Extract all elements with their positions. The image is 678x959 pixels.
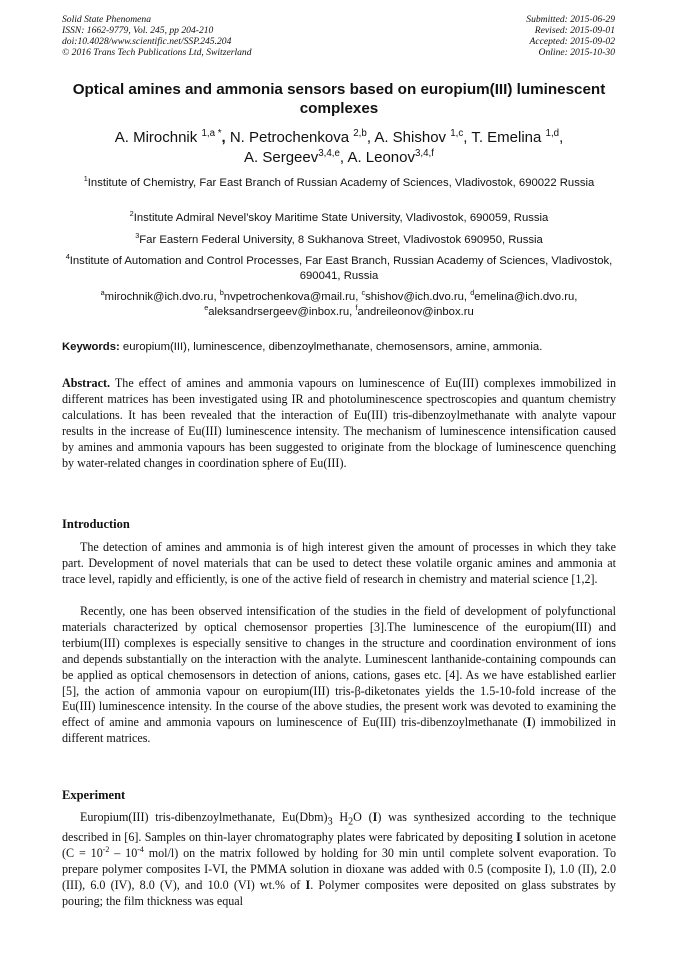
abstract: [62, 376, 616, 471]
paper-title: Optical amines and ammonia sensors based on europium(III) luminescent complexes: [72, 81, 606, 117]
author: A. Shishov $^{1,c}$,: [374, 128, 472, 146]
date-online: Online: 2015-10-30: [538, 47, 615, 58]
affiliation: $^3$Far Eastern Federal University, 8 Sukhanova Street, Vladivostok 690950, Russia: [135, 231, 543, 246]
date-accepted: Accepted: 2015-09-02: [529, 36, 615, 47]
author: N. Petrochenkova $^{2,b}$,: [229, 128, 375, 146]
journal-name: Solid State Phenomena: [62, 14, 151, 25]
abstract-text: The effect of amines and ammonia vapours on luminescence of Eu(III) complexes immobilized in different matrices has been investigated using IR and photoluminescence spectroscopies and quantum chemistry calculations. It has been revealed that the interaction of Eu(III) tris-dibenzoylmethanate with analyte vapour results in the increase of Eu(III) luminescence intensity. The mechanism of luminescence intensification caused by amines and ammonia vapours has been suggested to originate from the blockage of luminescence quenching by water-related changes in coordination sphere of Eu(III).: [62, 376, 616, 470]
email-link[interactable]: emelina@ich.dvo.ru,: [474, 291, 578, 303]
author: A. Leonov$^{3,4,f}$: [347, 148, 434, 166]
keywords-text: europium(III), luminescence, dibenzoylmethanate, chemosensors, amine, ammonia.: [122, 341, 543, 353]
affiliation: $^4$Institute of Automation and Control Processes, Far East Branch, Russian Academy of Sciences, Vladivostok, 690041, Russia: [65, 252, 613, 282]
author: A. Sergeev$^{3,4,e}$,: [244, 148, 348, 166]
author: A. Mirochnik $^{1,a *}$,: [114, 128, 226, 146]
journal-copyright: © 2016 Trans Tech Publications Ltd, Switzerland: [62, 47, 252, 58]
publication-dates: [526, 14, 615, 58]
journal-doi: doi:10.4028/www.scientific.net/SSP.245.204: [62, 36, 232, 47]
paragraph: Recently, one has been observed intensification of the studies in the field of development of polyfunctional materials characterized by optical chemosensor properties [3].The luminescence of the europium(III) and terbium(III) complexes is especially sensitive to changes in the structure and coordination environment of ions and depends substantially on the interaction with the analyte. Luminescent lanthanide-containing compounds can be applied as optical chemosensors in detection of anions, cations, gases etc. [4]. As we have established earlier [5], the action of ammonia vapour on europium(III) tris-β-diketonates yields the 1.5-10-fold increase of the Eu(III) luminescence intensity. In the course of the above studies, the present work was devoted to examining the effect of amine and ammonia vapours on luminescence of Eu(III) tris-dibenzoylmethanate (I) immobilized in different matrices.: [62, 604, 616, 746]
paragraph: Europium(III) tris-dibenzoylmethanate, $Eu(Dbm)_3$ $H_2O$ (I) was synthesized according to the technique described in [6]. Samples on thin-layer chromatography plates were fabricated by depositing I solution in acetone ($C = 10^{-2} - 10^{-4}$ mol/l) on the matrix followed by holding for 30 min until complete solvent evaporation. To prepare polymer composites I-VI, the PMMA solution in dioxane was added with 0.5 (composite I), 1.0 (II), 2.0 (III), 6.0 (IV), 8.0 (V), and 10.0 (VI) wt.% of I. Polymer composites were deposited on glass substrates by pouring; the film thickness was equal: [62, 810, 616, 908]
email-link[interactable]: andreileonov@inbox.ru: [357, 306, 474, 318]
journal-issn: ISSN: 1662-9779, Vol. 245, pp 204-210: [62, 25, 214, 36]
author-list: [62, 128, 616, 168]
keywords: [62, 340, 616, 355]
section-heading-introduction: Introduction: [62, 517, 130, 531]
email-link[interactable]: nvpetrochenkova@mail.ru,: [223, 291, 359, 303]
email-list: $^a$mirochnik@ich.dvo.ru, $^b$nvpetrochenkova@mail.ru, $^c$shishov@ich.dvo.ru, $^d$emelina@ich.dvo.ru, $^e$aleksandrsergeev@inbox.ru, $^f$andreileonov@inbox.ru: [100, 288, 578, 318]
date-submitted: Submitted: 2015-06-29: [526, 14, 615, 25]
abstract-label: Abstract.: [62, 376, 111, 390]
author: T. Emelina $^{1,d}$,: [471, 128, 564, 146]
keywords-label: Keywords:: [62, 341, 120, 353]
affiliation: $^2$Institute Admiral Nevel’skoy Maritime State University, Vladivostok, 690059, Russia: [129, 209, 549, 224]
date-revised: Revised: 2015-09-01: [534, 25, 615, 36]
email-link[interactable]: mirochnik@ich.dvo.ru,: [104, 291, 217, 303]
email-link[interactable]: shishov@ich.dvo.ru,: [365, 291, 468, 303]
email-link[interactable]: aleksandrsergeev@inbox.ru,: [208, 306, 353, 318]
section-heading-experiment: Experiment: [62, 788, 126, 802]
affiliation: $^1$Institute of Chemistry, Far East Branch of Russian Academy of Sciences, Vladivostok, 690022 Russia: [83, 174, 595, 189]
journal-info: [62, 14, 252, 58]
paragraph: The detection of amines and ammonia is of high interest given the amount of processes in which they take part. Development of novel materials that can be used to detect these volatile organic amines and ammonia at trace level, rapidly and efficiently, is one of the active field of research in chemistry and material science [1,2].: [62, 540, 616, 586]
